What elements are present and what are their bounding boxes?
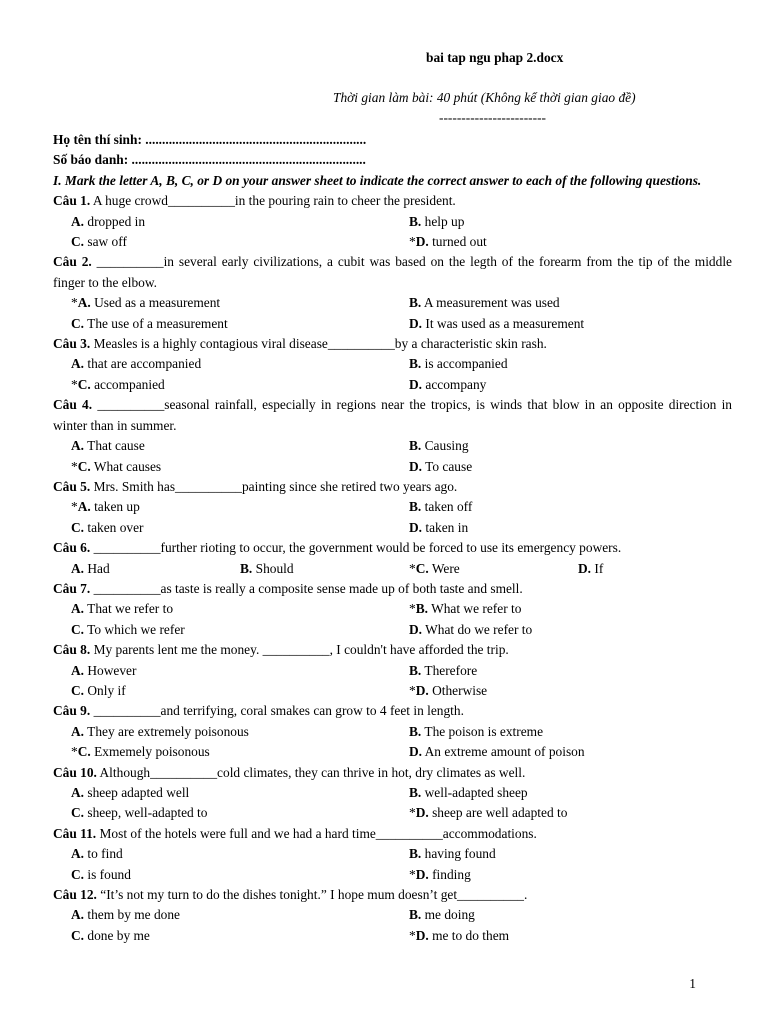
answer-option[interactable]	[240, 559, 409, 579]
question-number: Câu 10.	[53, 764, 97, 780]
separator-dashes: ------------------------	[439, 110, 547, 125]
section-instruction: I. Mark the letter A, B, C, or D on your answer sheet to indicate the correct answer to each of the following questions.	[53, 172, 702, 188]
question-text: __________in several early civilizations, a cubit was based on the legth of the forearm from the tip of the middle finger to the elbow.	[53, 254, 732, 290]
answer-option[interactable]	[409, 599, 750, 619]
answer-options	[53, 661, 732, 702]
question-text: __________further rioting to occur, the government would be forced to use its emergency powers.	[90, 540, 622, 556]
document-title: bai tap ngu phap 2.docx	[426, 50, 564, 65]
question-5	[53, 477, 732, 497]
option-letter: D.	[415, 866, 429, 882]
question-text: Most of the hotels were full and we had a hard time__________accommodations.	[96, 825, 537, 841]
option-text: turned out	[428, 234, 487, 250]
option-text: finding	[428, 866, 471, 882]
option-letter: D.	[415, 805, 429, 821]
answer-option[interactable]	[409, 354, 750, 374]
option-letter: D.	[415, 234, 429, 250]
answer-option[interactable]	[409, 518, 750, 538]
option-text: Therefore	[421, 662, 478, 678]
correct-marker: *	[71, 744, 78, 760]
answer-option[interactable]	[71, 457, 409, 477]
answer-option[interactable]	[71, 620, 409, 640]
answer-option[interactable]	[71, 497, 409, 517]
option-text: Used as a measurement	[90, 295, 221, 311]
option-letter: C.	[71, 682, 85, 698]
option-text: dropped in	[84, 213, 146, 229]
answer-options	[53, 599, 732, 640]
option-letter: C.	[415, 560, 429, 576]
option-text: Otherwise	[428, 682, 488, 698]
question-number: Câu 7.	[53, 580, 91, 596]
correct-marker: *	[409, 234, 416, 250]
answer-option[interactable]	[409, 559, 578, 579]
option-text: taken over	[84, 519, 144, 535]
option-letter: B.	[240, 560, 253, 576]
question-text: Although__________cold climates, they can thrive in hot, dry climates as well.	[96, 764, 526, 780]
question-12	[53, 885, 732, 905]
answer-options	[53, 783, 732, 824]
option-text: That cause	[84, 438, 145, 454]
correct-marker: *	[409, 866, 416, 882]
option-letter: B.	[409, 907, 422, 923]
option-letter: B.	[409, 356, 422, 372]
answer-options	[53, 212, 732, 253]
option-letter: A.	[71, 560, 85, 576]
option-letter: A.	[71, 846, 85, 862]
question-number: Câu 2.	[53, 254, 92, 270]
option-letter: A.	[77, 499, 91, 515]
correct-marker: *	[409, 682, 416, 698]
option-letter: C.	[77, 744, 91, 760]
option-text: To which we refer	[84, 621, 185, 637]
option-letter: D.	[409, 376, 423, 392]
page-number: 1	[689, 976, 696, 991]
option-text: Were	[428, 560, 460, 576]
question-text: My parents lent me the money. __________, I couldn't have afforded the trip.	[90, 642, 509, 658]
option-letter: C.	[71, 621, 85, 637]
option-text: What we refer to	[427, 601, 522, 617]
student-name-dots: ..................................................................	[141, 132, 367, 147]
option-text: What causes	[90, 458, 162, 474]
option-letter: B.	[409, 723, 422, 739]
answer-option[interactable]	[409, 457, 750, 477]
option-text: Had	[84, 560, 110, 576]
question-text: __________as taste is really a composite sense made up of both taste and smell.	[90, 580, 523, 596]
option-letter: A.	[71, 662, 85, 678]
answer-option[interactable]	[71, 559, 240, 579]
question-text: Measles is a highly contagious viral disease__________by a characteristic skin rash.	[90, 336, 547, 352]
answer-option[interactable]	[409, 783, 750, 803]
answer-option[interactable]	[409, 905, 750, 925]
question-number: Câu 11.	[53, 825, 97, 841]
option-letter: D.	[409, 621, 423, 637]
option-letter: C.	[71, 805, 85, 821]
option-text: to find	[84, 846, 123, 862]
answer-option[interactable]	[578, 559, 732, 579]
answer-option[interactable]	[409, 681, 750, 701]
option-letter: B.	[409, 662, 422, 678]
answer-options	[53, 844, 732, 885]
option-text: that are accompanied	[84, 356, 202, 372]
question-text: __________and terrifying, coral smakes can grow to 4 feet in length.	[90, 703, 464, 719]
question-4	[53, 395, 732, 436]
answer-option[interactable]	[71, 865, 409, 885]
question-1	[53, 191, 732, 211]
question-text: “It’s not my turn to do the dishes tonight.” I hope mum doesn’t get__________.	[96, 887, 528, 903]
option-letter: A.	[71, 356, 85, 372]
option-letter: A.	[71, 601, 85, 617]
answer-option[interactable]	[71, 599, 409, 619]
option-text: me doing	[421, 907, 475, 923]
answer-option[interactable]	[71, 783, 409, 803]
answer-options	[53, 354, 732, 395]
correct-marker: *	[409, 805, 416, 821]
option-letter: B.	[409, 846, 422, 862]
option-letter: B.	[409, 295, 422, 311]
option-letter: C.	[77, 376, 91, 392]
answer-option[interactable]	[71, 375, 409, 395]
answer-option[interactable]	[409, 620, 750, 640]
option-letter: D.	[415, 682, 429, 698]
answer-options	[53, 293, 732, 334]
option-letter: D.	[409, 519, 423, 535]
option-text: sheep, well-adapted to	[84, 805, 208, 821]
answer-option[interactable]	[71, 722, 409, 742]
option-text: having found	[421, 846, 496, 862]
answer-option[interactable]	[71, 293, 409, 313]
correct-marker: *	[71, 295, 78, 311]
question-text: Mrs. Smith has__________painting since she retired two years ago.	[90, 478, 458, 494]
option-text: What do we refer to	[422, 621, 533, 637]
answer-option[interactable]	[71, 518, 409, 538]
option-letter: C.	[71, 315, 85, 331]
option-text: well-adapted sheep	[421, 785, 528, 800]
question-number: Câu 6.	[53, 540, 91, 556]
option-text: If	[591, 560, 604, 576]
option-letter: A.	[71, 785, 85, 800]
correct-marker: *	[409, 560, 416, 576]
option-letter: D.	[415, 927, 429, 943]
option-letter: A.	[77, 295, 91, 311]
answer-option[interactable]	[71, 314, 409, 334]
option-letter: C.	[71, 866, 85, 882]
option-letter: A.	[71, 723, 85, 739]
option-text: Only if	[84, 682, 126, 698]
option-text: They are extremely poisonous	[84, 723, 249, 739]
question-11	[53, 824, 732, 844]
answer-option[interactable]	[409, 722, 750, 742]
question-number: Câu 12.	[53, 887, 97, 903]
option-letter: B.	[415, 601, 428, 617]
option-text: them by me done	[84, 907, 180, 923]
option-letter: D.	[578, 560, 592, 576]
exam-time-note: Thời gian làm bài: 40 phút (Không kể thời gian giao đề)	[333, 90, 636, 105]
option-letter: B.	[409, 785, 422, 800]
answer-option[interactable]	[409, 742, 750, 762]
question-8	[53, 640, 732, 660]
student-id-line	[53, 150, 732, 170]
correct-marker: *	[409, 601, 416, 617]
correct-marker: *	[71, 499, 78, 515]
option-text: To cause	[422, 458, 473, 474]
answer-option[interactable]	[409, 232, 750, 252]
question-number: Câu 5.	[53, 478, 91, 494]
student-name-label: Họ tên thí sinh:	[53, 132, 142, 147]
option-text: me to do them	[428, 927, 510, 943]
student-id-label: Số báo danh:	[53, 152, 129, 168]
option-text: taken up	[90, 499, 140, 515]
question-number: Câu 1.	[53, 193, 91, 209]
answer-options	[53, 905, 732, 946]
answer-options	[53, 559, 732, 579]
answer-option[interactable]	[71, 436, 409, 456]
option-letter: A.	[71, 907, 85, 923]
question-number: Câu 8.	[53, 642, 91, 658]
correct-marker: *	[71, 376, 78, 392]
answer-option[interactable]	[409, 497, 750, 517]
answer-option[interactable]	[409, 661, 750, 681]
option-letter: C.	[71, 234, 85, 250]
question-2	[53, 252, 732, 293]
option-text: accompany	[422, 376, 487, 392]
answer-option[interactable]	[71, 232, 409, 252]
correct-marker: *	[409, 927, 416, 943]
option-text: sheep adapted well	[84, 785, 190, 800]
option-text: saw off	[84, 234, 127, 250]
option-text: Exmemely poisonous	[90, 744, 210, 760]
question-9	[53, 701, 732, 721]
option-text: The use of a measurement	[84, 315, 228, 331]
answer-option[interactable]	[71, 212, 409, 232]
answer-option[interactable]	[71, 844, 409, 864]
option-text: Causing	[421, 438, 469, 454]
option-text: sheep are well adapted to	[428, 805, 568, 821]
exam-body	[53, 130, 732, 946]
option-text: Should	[252, 560, 294, 576]
option-letter: B.	[409, 213, 422, 229]
question-7	[53, 579, 732, 599]
answer-option[interactable]	[71, 803, 409, 823]
option-text: help up	[421, 213, 465, 229]
answer-option[interactable]	[409, 844, 750, 864]
answer-option[interactable]	[71, 742, 409, 762]
answer-options	[53, 722, 732, 763]
option-text: That we refer to	[84, 601, 174, 617]
student-id-dots: ......................................................................	[128, 152, 366, 168]
option-text: It was used as a measurement	[422, 315, 585, 331]
option-text: The poison is extreme	[421, 723, 544, 739]
option-text: taken off	[421, 499, 473, 515]
option-text: An extreme amount of poison	[422, 744, 585, 760]
question-text: __________seasonal rainfall, especially in regions near the tropics, is winds that blow in an opposite direction in winter than in summer.	[53, 397, 732, 433]
option-letter: B.	[409, 499, 422, 515]
answer-option[interactable]	[409, 436, 750, 456]
question-number: Câu 4.	[53, 397, 93, 413]
answer-option[interactable]	[409, 293, 750, 313]
question-list	[53, 191, 732, 946]
answer-option[interactable]	[409, 314, 750, 334]
question-6	[53, 538, 732, 558]
option-text: A measurement was used	[421, 295, 560, 311]
student-name-line	[53, 130, 732, 150]
option-letter: A.	[71, 213, 85, 229]
option-text: done by me	[84, 927, 150, 943]
option-letter: A.	[71, 438, 85, 454]
option-letter: D.	[409, 744, 423, 760]
answer-option[interactable]	[409, 212, 750, 232]
answer-option[interactable]	[71, 905, 409, 925]
question-10	[53, 763, 732, 783]
answer-option[interactable]	[71, 661, 409, 681]
answer-option[interactable]	[71, 681, 409, 701]
option-letter: C.	[71, 519, 85, 535]
answer-option[interactable]	[409, 865, 750, 885]
option-letter: D.	[409, 458, 423, 474]
question-text: A huge crowd__________in the pouring rain to cheer the president.	[90, 193, 456, 209]
option-letter: D.	[409, 315, 423, 331]
option-text: is found	[84, 866, 131, 882]
option-text: is accompanied	[421, 356, 508, 372]
option-text: taken in	[422, 519, 469, 535]
correct-marker: *	[71, 458, 78, 474]
answer-option[interactable]	[71, 926, 409, 946]
option-text: However	[84, 662, 137, 678]
option-letter: C.	[77, 458, 91, 474]
answer-options	[53, 436, 732, 477]
answer-option[interactable]	[409, 926, 750, 946]
question-number: Câu 9.	[53, 703, 91, 719]
option-letter: C.	[71, 927, 85, 943]
answer-options	[53, 497, 732, 538]
option-letter: B.	[409, 438, 422, 454]
question-3	[53, 334, 732, 354]
answer-option[interactable]	[409, 803, 750, 823]
question-number: Câu 3.	[53, 336, 91, 352]
answer-option[interactable]	[71, 354, 409, 374]
option-text: accompanied	[90, 376, 165, 392]
answer-option[interactable]	[409, 375, 750, 395]
